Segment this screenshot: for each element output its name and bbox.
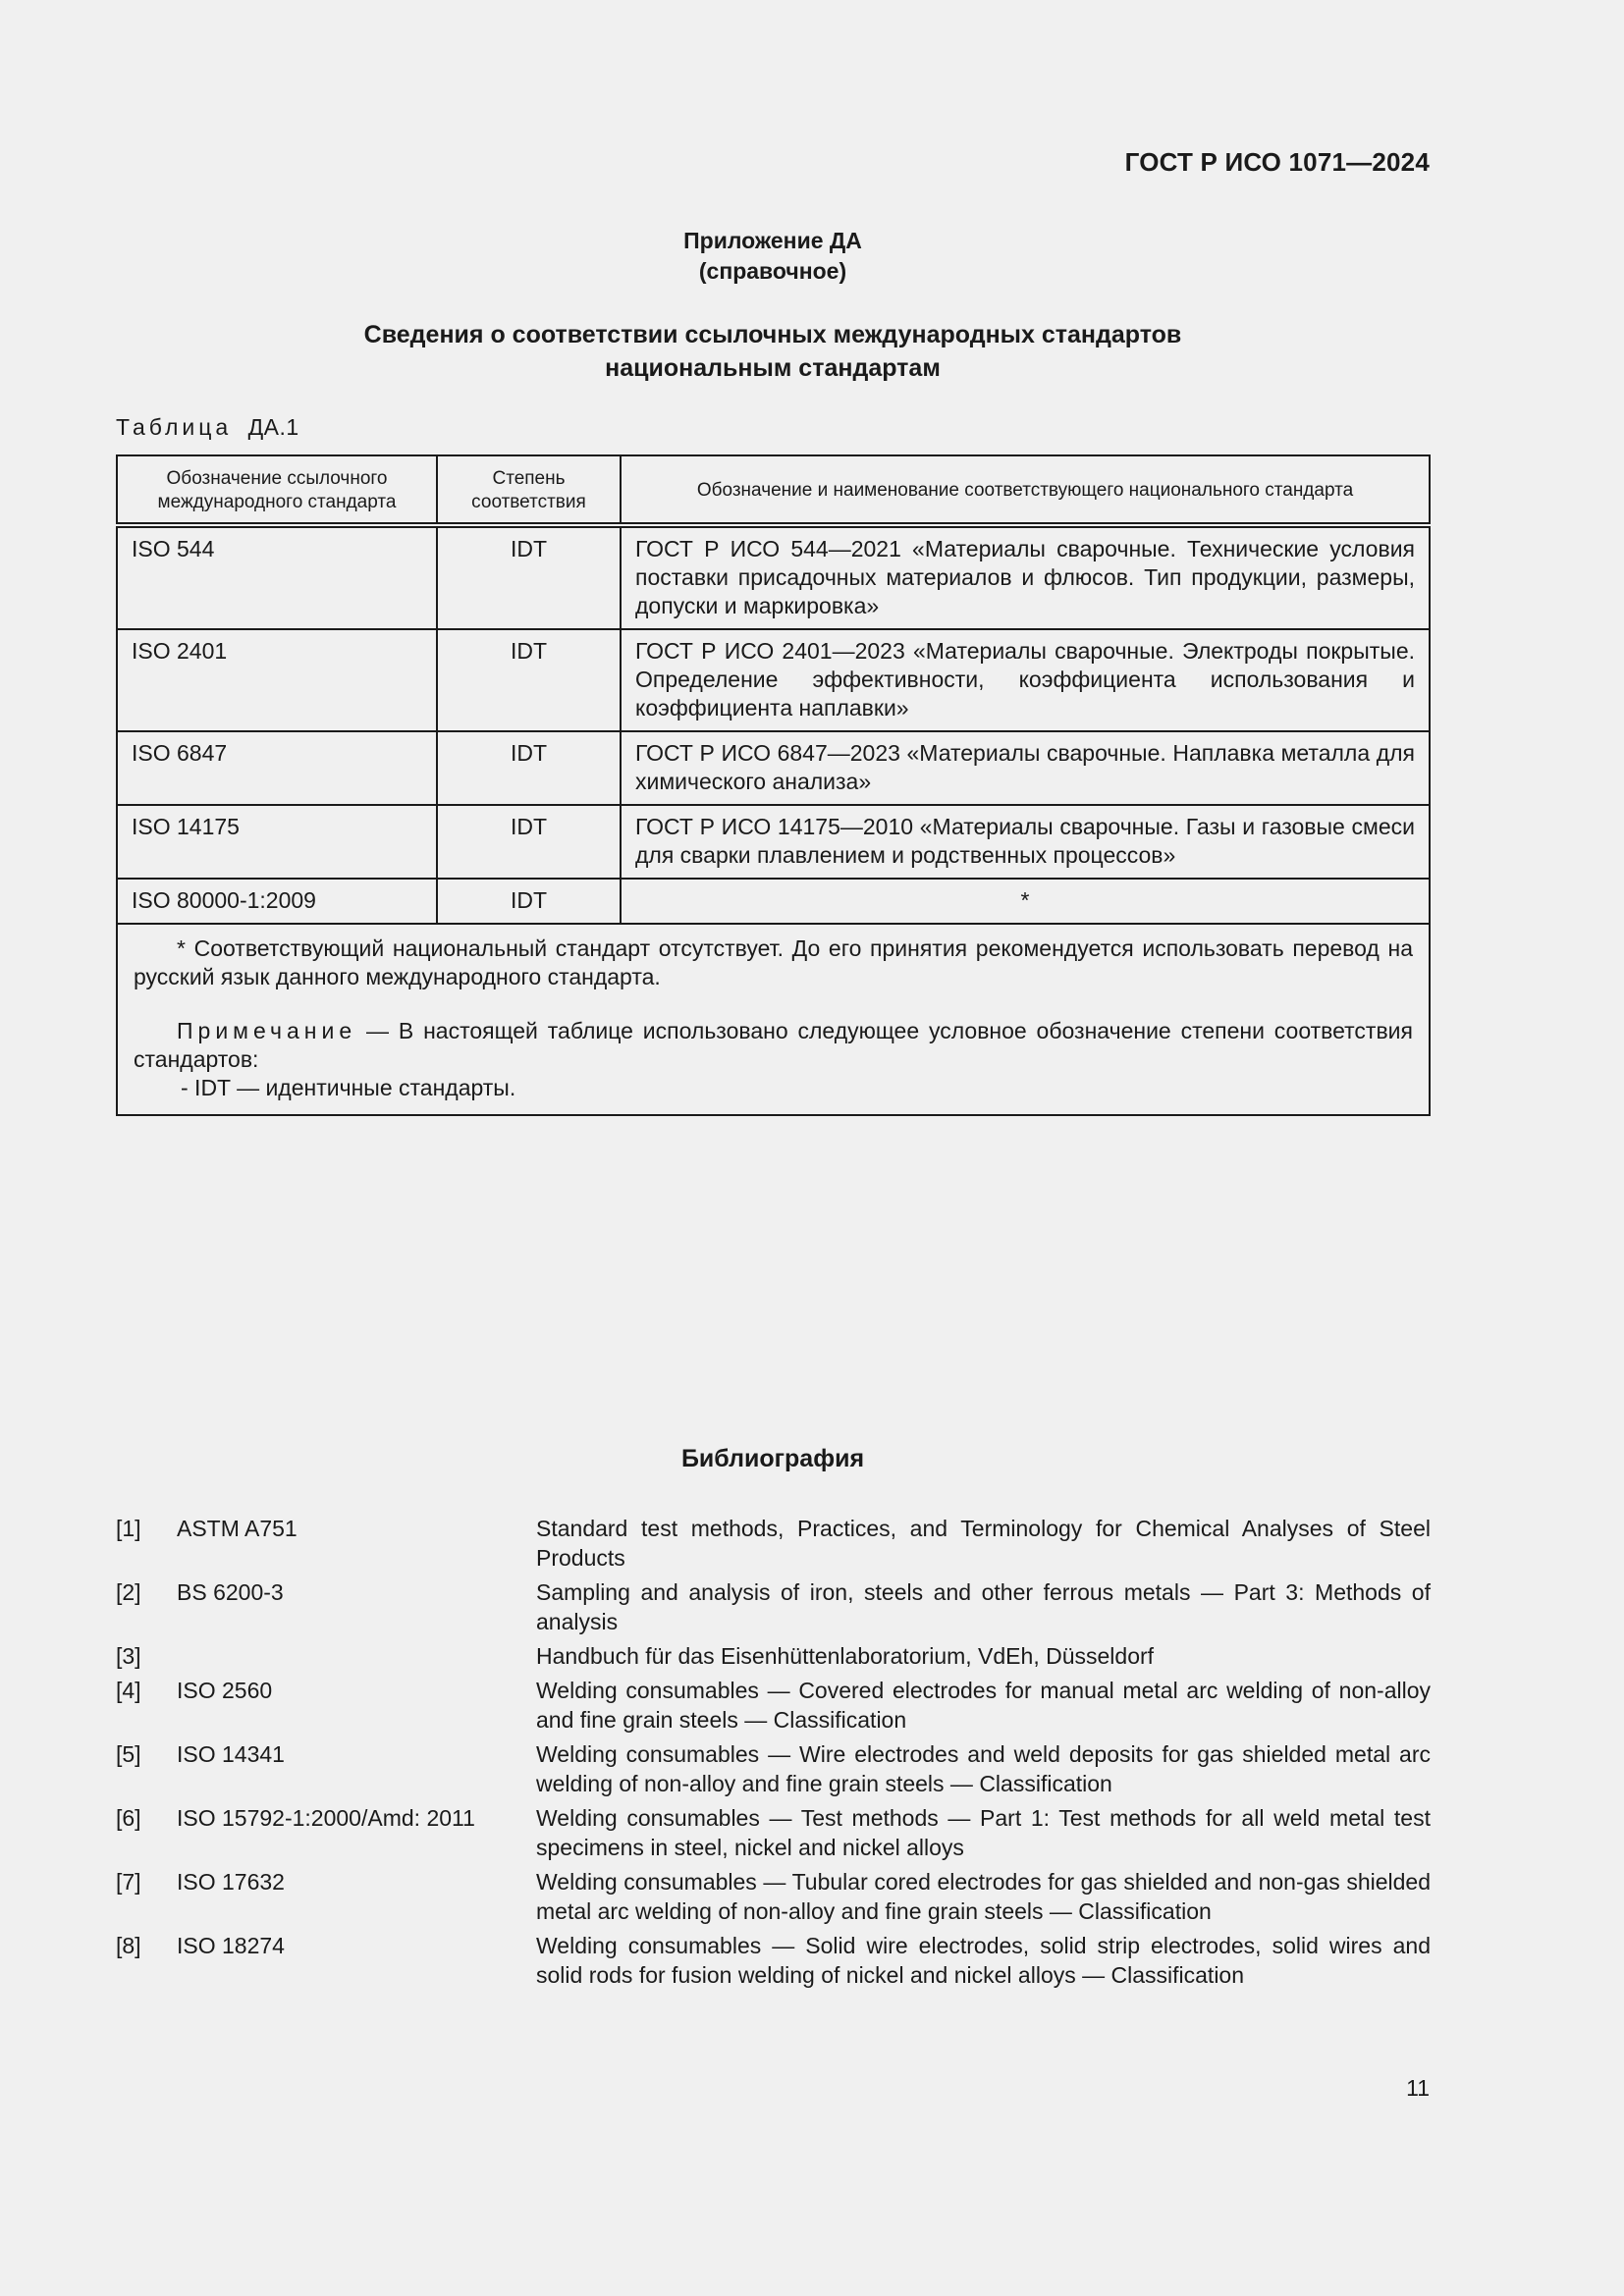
bibliography-entry-title: Welding consumables — Tubular cored electrodes for gas shielded and non-gas shielded metal arc welding of non-alloy and fine grain steels — Classification [536, 1869, 1431, 1924]
annex-heading [0, 226, 1545, 287]
cell-national: ГОСТ Р ИСО 6847—2023 «Материалы сварочные. Наплавка металла для химического анализа» [621, 731, 1430, 805]
bibliography-code: ISO 14341 [177, 1741, 285, 1767]
bibliography-number: [7] [116, 1869, 141, 1895]
column-header-national: Обозначение и наименование соответствующего национального стандарта [621, 455, 1430, 525]
column-header-degree: Степень соответствия [437, 455, 621, 525]
table-footnote: * Соответствующий национальный стандарт отсутствует. До его принятия рекомендуется использовать перевод на русский язык данного международного стандарта. [134, 935, 1413, 989]
bibliography-entry-title: Sampling and analysis of iron, steels and other ferrous metals — Part 3: Methods of analysis [536, 1579, 1431, 1634]
table-row [117, 805, 1430, 879]
bibliography-code: ISO 2560 [177, 1678, 273, 1703]
note-label: Примечание [177, 1018, 357, 1043]
bibliography-entry-title: Welding consumables — Test methods — Part 1: Test methods for all weld metal test specimens in steel, nickel and nickel alloys [536, 1805, 1431, 1860]
correspondence-table [116, 454, 1431, 1116]
bibliography-number: [3] [116, 1643, 141, 1669]
annex-label: Приложение ДА [683, 228, 862, 253]
bibliography-number: [5] [116, 1741, 141, 1767]
bibliography-code: BS 6200-3 [177, 1579, 284, 1605]
table-row [117, 525, 1430, 629]
bibliography-item [116, 1739, 1431, 1798]
bibliography-code [177, 1641, 536, 1671]
bibliography-item [116, 1803, 1431, 1862]
cell-national: ГОСТ Р ИСО 2401—2023 «Материалы сварочные. Электроды покрытые. Определение эффективности, коэффициента использования и коэффициента наплавки» [621, 629, 1430, 731]
table-row [117, 879, 1430, 924]
annex-title-line-2: национальным стандартам [605, 354, 941, 382]
table-row [117, 731, 1430, 805]
bibliography-entry-title: Welding consumables — Covered electrodes for manual metal arc welding of non-alloy and fine grain steels — Classification [536, 1678, 1431, 1733]
note-list-item: - IDT — идентичные стандарты. [181, 1075, 516, 1100]
cell-reference: ISO 80000-1:2009 [117, 879, 437, 924]
cell-national: ГОСТ Р ИСО 14175—2010 «Материалы сварочные. Газы и газовые смеси для сварки плавлением и родственных процессов» [621, 805, 1430, 879]
bibliography-item [116, 1931, 1431, 1990]
annex-kind: (справочное) [698, 258, 847, 284]
bibliography-item [116, 1676, 1431, 1735]
document-code: ГОСТ Р ИСО 1071—2024 [1124, 147, 1430, 177]
bibliography-code: ISO 17632 [177, 1869, 285, 1895]
cell-degree: IDT [437, 805, 621, 879]
cell-degree: IDT [437, 879, 621, 924]
bibliography-code: ISO 18274 [177, 1933, 285, 1958]
table-caption [116, 414, 299, 441]
bibliography-item [116, 1641, 1431, 1671]
table-notes-row [117, 924, 1430, 1115]
cell-national: * [621, 879, 1430, 924]
cell-national: ГОСТ Р ИСО 544—2021 «Материалы сварочные. Технические условия поставки присадочных материалов и флюсов. Тип продукции, размеры, допуски и маркировка» [621, 525, 1430, 629]
bibliography-item [116, 1867, 1431, 1926]
bibliography-code: ISO 15792-1:2000/Amd: 2011 [177, 1805, 475, 1831]
bibliography-entry-title: Welding consumables — Solid wire electrodes, solid strip electrodes, solid wires and solid rods for fusion welding of nickel and nickel alloys — Classification [536, 1933, 1431, 1988]
bibliography-number: [4] [116, 1678, 141, 1703]
annex-title [0, 318, 1545, 385]
bibliography-entry-title: Handbuch für das Eisenhüttenlaboratorium, VdEh, Düsseldorf [536, 1643, 1155, 1669]
table-row [117, 629, 1430, 731]
column-header-reference: Обозначение ссылочного международного стандарта [117, 455, 437, 525]
cell-reference: ISO 6847 [117, 731, 437, 805]
table-note [134, 1017, 1413, 1074]
table-header-row [117, 455, 1430, 525]
table-notes [117, 924, 1430, 1115]
cell-degree: IDT [437, 629, 621, 731]
bibliography-list [116, 1514, 1431, 1995]
cell-reference: ISO 14175 [117, 805, 437, 879]
annex-title-line-1: Сведения о соответствии ссылочных международных стандартов [363, 321, 1182, 348]
cell-degree: IDT [437, 731, 621, 805]
bibliography-entry-title: Welding consumables — Wire electrodes and weld deposits for gas shielded metal arc welding of non-alloy and fine grain steels — Classification [536, 1741, 1431, 1796]
cell-degree: IDT [437, 525, 621, 629]
bibliography-title: Библиография [680, 1445, 865, 1472]
note-text: — В настоящей таблице использовано следующее условное обозначение степени соответствия стандартов: [134, 1018, 1413, 1072]
table-caption-word: Таблица [116, 414, 233, 440]
bibliography-number: [2] [116, 1579, 141, 1605]
bibliography-number: [1] [116, 1516, 141, 1541]
bibliography-entry-title: Standard test methods, Practices, and Terminology for Chemical Analyses of Steel Products [536, 1516, 1431, 1571]
table-caption-number: ДА.1 [247, 414, 299, 440]
bibliography-number: [6] [116, 1805, 141, 1831]
cell-reference: ISO 544 [117, 525, 437, 629]
bibliography-number: [8] [116, 1933, 141, 1958]
page-number: 11 [1406, 2075, 1430, 2101]
bibliography-item [116, 1577, 1431, 1636]
bibliography-code: ASTM A751 [177, 1516, 298, 1541]
bibliography-item [116, 1514, 1431, 1573]
cell-reference: ISO 2401 [117, 629, 437, 731]
